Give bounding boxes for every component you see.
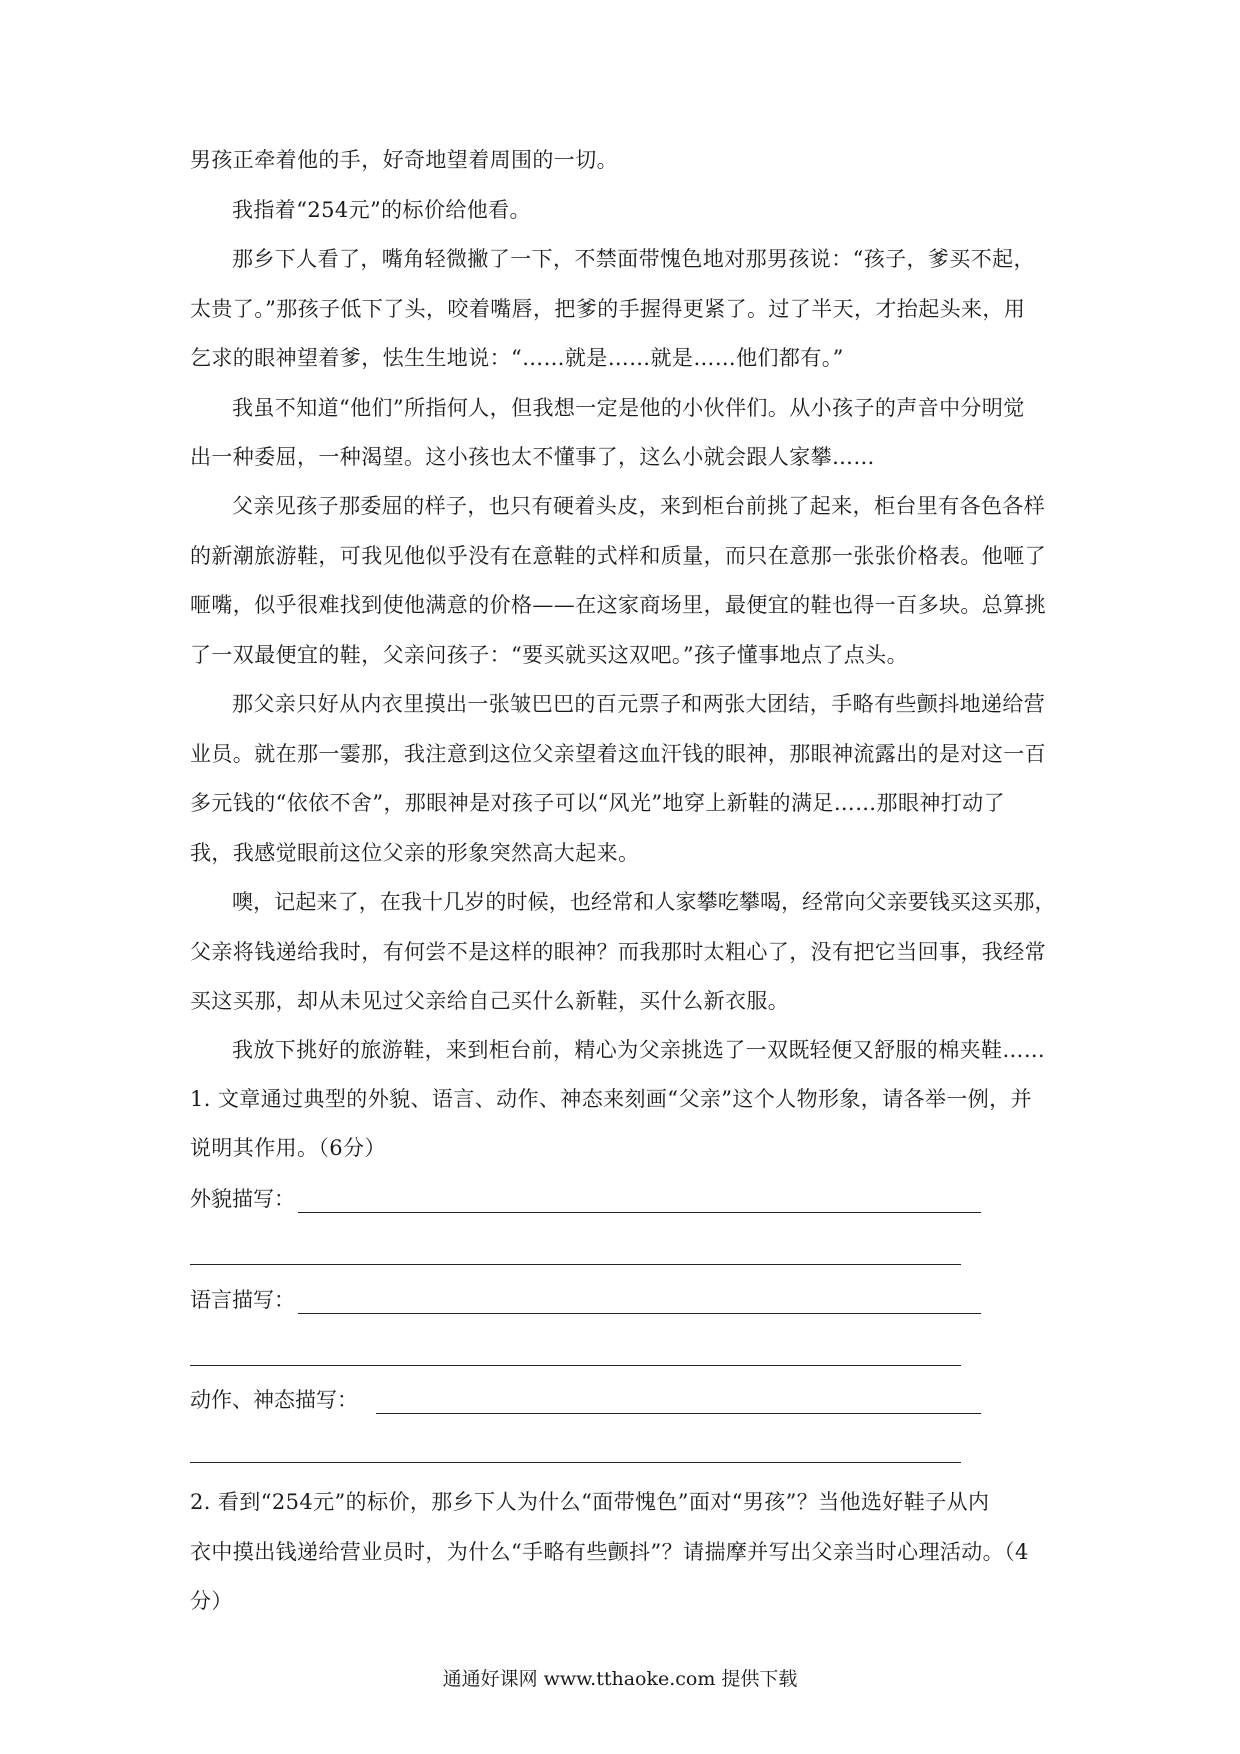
- speech-answer-line[interactable]: [298, 1313, 981, 1314]
- question-2-text: 分）: [190, 1589, 233, 1613]
- appearance-label: 外貌描写：: [190, 1187, 295, 1211]
- passage-line: 我指着“254元”的标价给他看。: [232, 198, 531, 222]
- speech-answer-line-2[interactable]: [190, 1365, 961, 1366]
- passage-line: 了一双最便宜的鞋，父亲问孩子：“要买就买这双吧。”孩子懂事地点了点头。: [190, 643, 908, 667]
- passage-line: 噢，记起来了，在我十几岁的时候，也经常和人家攀吃攀喝，经常向父亲要钱买这买那，: [232, 890, 1056, 914]
- question-1-text: 说明其作用。（6分）: [190, 1136, 386, 1160]
- passage-line: 我，我感觉眼前这位父亲的形象突然高大起来。: [190, 841, 640, 865]
- action-answer-line[interactable]: [376, 1413, 981, 1414]
- passage-line: 那父亲只好从内衣里摸出一张皱巴巴的百元票子和两张大团结，手略有些颤抖地递给营: [232, 692, 1046, 716]
- passage-line: 买这买那，却从未见过父亲给自己买什么新鞋，买什么新衣服。: [190, 989, 790, 1013]
- question-1-text: 1. 文章通过典型的外貌、语言、动作、神态来刻画“父亲”这个人物形象，请各举一例，并: [190, 1087, 1032, 1111]
- passage-line: 乞求的眼神望着爹，怯生生地说：“……就是……就是……他们都有。”: [190, 346, 844, 370]
- passage-line: 多元钱的“依依不舍”，那眼神是对孩子可以“风光”地穿上新鞋的满足……那眼神打动了: [190, 791, 1005, 815]
- passage-line: 父亲见孩子那委屈的样子，也只有硬着头皮，来到柜台前挑了起来，柜台里有各色各样: [232, 494, 1046, 518]
- passage-line: 的新潮旅游鞋，可我见他似乎没有在意鞋的式样和质量，而只在意那一张张价格表。他咂了: [190, 544, 1046, 568]
- passage-line: 出一种委屈，一种渴望。这小孩也太不懂事了，这么小就会跟人家攀……: [190, 445, 875, 469]
- passage-line: 太贵了。”那孩子低下了头，咬着嘴唇，把爹的手握得更紧了。过了半天，才抬起头来，用: [190, 297, 1026, 321]
- action-label: 动作、神态描写：: [190, 1388, 358, 1412]
- appearance-answer-line-2[interactable]: [190, 1264, 961, 1265]
- passage-line: 我放下挑好的旅游鞋，来到柜台前，精心为父亲挑选了一双既轻便又舒服的棉夹鞋……: [232, 1038, 1046, 1062]
- page-footer: 通通好课网 www.tthaoke.com 提供下载: [442, 1668, 798, 1690]
- action-answer-line-2[interactable]: [190, 1462, 961, 1463]
- appearance-answer-line[interactable]: [298, 1212, 981, 1213]
- passage-line: 父亲将钱递给我时，有何尝不是这样的眼神？而我那时太粗心了，没有把它当回事，我经常: [190, 940, 1046, 964]
- passage-line: 那乡下人看了，嘴角轻微撇了一下，不禁面带愧色地对那男孩说：“孩子，爹买不起，: [232, 247, 1035, 271]
- passage-line: 男孩正牵着他的手，好奇地望着周围的一切。: [190, 148, 618, 172]
- passage-line: 咂嘴，似乎很难找到使他满意的价格——在这家商场里，最便宜的鞋也得一百多块。总算挑: [190, 593, 1046, 617]
- question-2-text: 2. 看到“254元”的标价，那乡下人为什么“面带愧色”面对“男孩”？当他选好鞋子从内: [190, 1490, 990, 1514]
- speech-label: 语言描写：: [190, 1288, 295, 1312]
- passage-line: 我虽不知道“他们”所指何人，但我想一定是他的小伙伴们。从小孩子的声音中分明觉: [232, 396, 1025, 420]
- passage-line: 业员。就在那一霎那，我注意到这位父亲望着这血汗钱的眼神，那眼神流露出的是对这一百: [190, 742, 1046, 766]
- question-2-text: 衣中摸出钱递给营业员时，为什么“手略有些颤抖”？请揣摩并写出父亲当时心理活动。（4: [190, 1540, 1029, 1564]
